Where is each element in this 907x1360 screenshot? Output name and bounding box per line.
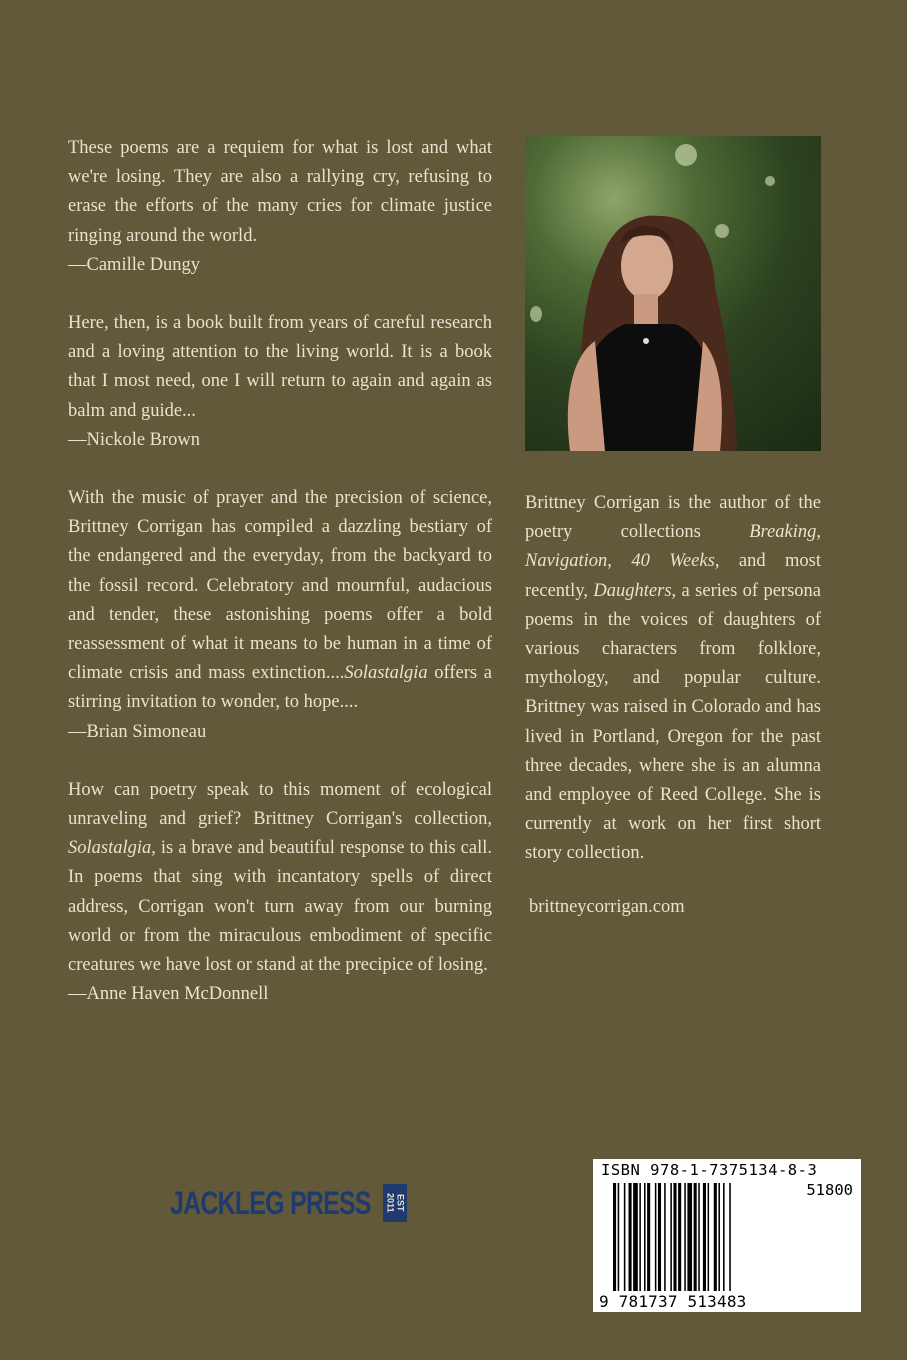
isbn-barcode <box>593 1159 861 1312</box>
barcode-bar <box>703 1183 706 1291</box>
bio-text: , and most recently, <box>525 551 822 601</box>
blurb-text: , is a brave and beautiful response to this call. In poems that sing with incantatory spells of direct address, Corrigan won't turn away from our burning world or from the miraculous embodiment of specific creatures we have lost or stand at the precipice of losing. <box>68 838 492 976</box>
barcode-bar <box>644 1183 646 1291</box>
bio-text: , <box>607 551 632 572</box>
barcode-bar <box>624 1183 626 1291</box>
author-bio <box>525 489 821 869</box>
price-code: 51800 <box>806 1181 853 1199</box>
barcode-bar <box>629 1183 632 1291</box>
blurb-text: Here, then, is a book built from years of careful research and a loving attention to the living world. It is a book that I most need, one I will return to again and again as balm and guide... <box>68 313 492 421</box>
publisher-logo <box>170 1184 407 1222</box>
barcode-bar <box>655 1183 657 1291</box>
blurb-text: These poems are a requiem for what is lost and what we're losing. They are also a rallying cry, refusing to erase the efforts of the many cries for climate justice ringing around the world. <box>68 138 492 246</box>
barcode-bar <box>687 1183 692 1291</box>
barcode-bar <box>714 1183 717 1291</box>
blurb-text: offers a stirring invitation to wonder, to hope.... <box>68 663 492 713</box>
endorsements <box>68 134 492 1038</box>
barcode-bar <box>633 1183 638 1291</box>
barcode-bar <box>723 1183 725 1291</box>
barcode-bar <box>694 1183 697 1291</box>
blurb-text: With the music of prayer and the precision of science, Brittney Corrigan has compiled a dazzling bestiary of the endangered and the everyday, from the backyard to the fossil record. Celebratory and mournful, audacious and tender, these astonishing poems offer a bold reassessment of what it means to be human in a time of climate crisis and mass extinction.... <box>68 488 492 684</box>
barcode-bar <box>684 1183 686 1291</box>
book-title: 40 Weeks <box>631 551 715 572</box>
author-photo <box>525 136 821 451</box>
barcode-bar <box>618 1183 620 1291</box>
blurb-mcdonnell <box>68 776 492 1010</box>
barcode-bar <box>678 1183 681 1291</box>
blurb-attribution: —Anne Haven McDonnell <box>68 984 269 1005</box>
blurb-attribution: —Brian Simoneau <box>68 721 207 742</box>
blurb-simoneau <box>68 484 492 747</box>
barcode-bar <box>639 1183 641 1291</box>
bio-text: Brittney Corrigan is the author of the poetry collections <box>525 493 821 543</box>
blurb-dungy <box>68 134 492 280</box>
author-website[interactable]: brittneycorrigan.com <box>529 896 685 917</box>
bio-text: , <box>816 522 821 543</box>
blurb-attribution: —Camille Dungy <box>68 254 201 275</box>
bio-text: , a series of persona poems in the voices of daughters of various characters from folklore, mythology, and popular culture. Brittney was raised in Colorado and has lived in Portland, Oregon for the past three decades, where she is an alumna and employee of Reed College. She is currently at work on her first short story collection. <box>525 580 822 864</box>
barcode-bar <box>647 1183 650 1291</box>
barcode-bar <box>698 1183 700 1291</box>
blurb-attribution: —Nickole Brown <box>68 429 201 450</box>
publisher-name: JACKLEG PRESS <box>170 1184 371 1221</box>
barcode-bar <box>670 1183 672 1291</box>
book-title: Solastalgia <box>344 663 428 684</box>
isbn-digits: 9 781737 513483 <box>599 1292 747 1311</box>
blurb-text: How can poetry speak to this moment of ecological unraveling and grief? Brittney Corrigan's collection, <box>68 779 492 830</box>
book-title: Navigation <box>525 551 608 572</box>
isbn-label: ISBN 978-1-7375134-8-3 <box>601 1161 818 1179</box>
barcode-bar <box>664 1183 666 1291</box>
barcode-bar <box>718 1183 720 1291</box>
author-column <box>525 136 821 918</box>
book-title: Solastalgia <box>68 838 152 859</box>
barcode-bars <box>613 1183 823 1291</box>
barcode-bar <box>708 1183 710 1291</box>
book-title: Daughters <box>593 580 672 601</box>
barcode-bar <box>729 1183 731 1291</box>
publisher-est: EST 2011 <box>383 1184 407 1222</box>
barcode-bar <box>658 1183 661 1291</box>
book-title: Breaking <box>749 522 817 543</box>
barcode-bar <box>673 1183 676 1291</box>
barcode-bar <box>613 1183 616 1291</box>
blurb-brown <box>68 309 492 455</box>
